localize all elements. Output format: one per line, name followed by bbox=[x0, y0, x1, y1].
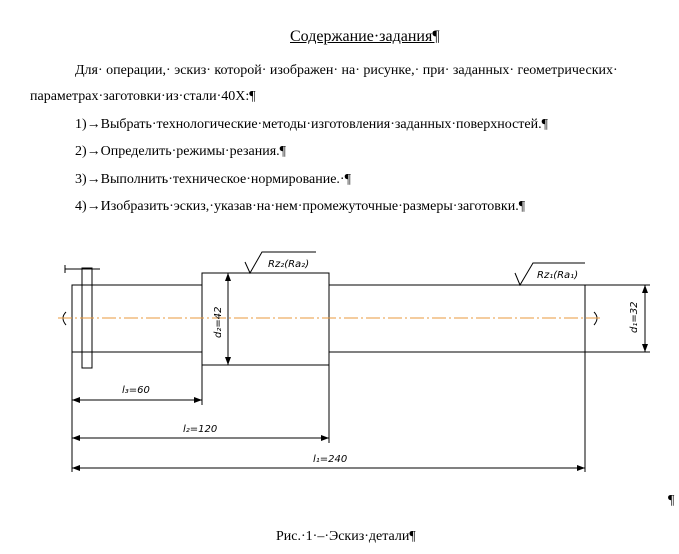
figure-caption: Рис.·1·–·Эскиз·детали¶ bbox=[276, 529, 416, 544]
page-title: Содержание·задания¶ bbox=[290, 28, 440, 45]
l1-label: l₁=240 bbox=[313, 454, 348, 465]
roughness-label-1: Rz₁(Ra₁) bbox=[537, 270, 579, 281]
empty-paragraph-mark: ¶ bbox=[668, 493, 675, 508]
task-item-4: 4)→Изобразить·эскиз,·указав·на·нем·промежуточные·размеры·заготовки.¶ bbox=[75, 199, 526, 214]
l2-label: l₂=120 bbox=[183, 424, 218, 435]
task-item-3: 3)→Выполнить·техническое·нормирование.·¶ bbox=[75, 172, 351, 187]
task-item-2: 2)→Определить·режимы·резания.¶ bbox=[75, 144, 286, 159]
l3-label: l₃=60 bbox=[122, 385, 150, 396]
roughness-label-2: Rz₂(Ra₂) bbox=[268, 259, 310, 270]
intro-line-2: параметрах·заготовки·из·стали·40Х:¶ bbox=[30, 89, 256, 104]
d2-label: d₂=42 bbox=[213, 306, 224, 338]
d1-label: d₁=32 bbox=[629, 301, 640, 333]
task-item-1: 1)→Выбрать·технологические·методы·изготовления·заданных·поверхностей.¶ bbox=[75, 117, 548, 132]
intro-line-1: Для· операции,· эскиз· которой· изображен· на· рисунке,· при· заданных· геометрических· bbox=[75, 63, 618, 78]
